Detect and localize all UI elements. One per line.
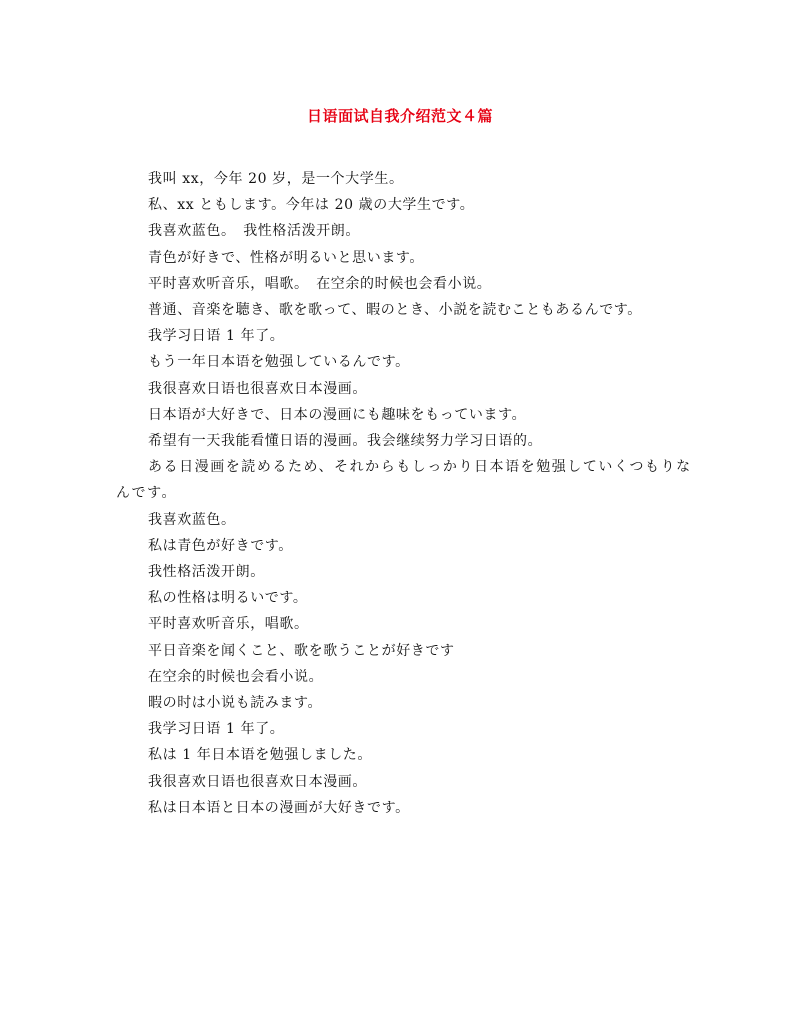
- paragraph: 我性格活泼开朗。: [148, 564, 265, 581]
- paragraph: 我很喜欢日语也很喜欢日本漫画。: [148, 380, 367, 397]
- paragraph: 希望有一天我能看懂日语的漫画。我会继续努力学习日语的。: [148, 433, 543, 450]
- paragraph: 我喜欢蓝色。 我性格活泼开朗。: [148, 223, 360, 240]
- paragraph: 私の性格は明るいです。: [148, 590, 308, 607]
- paragraph: 平日音楽を闻くこと、歌を歌うことが好きです: [148, 642, 455, 659]
- paragraph: 普通、音楽を聴き、歌を歌って、暇のとき、小説を読むこともあるんです。: [148, 302, 642, 319]
- paragraph: 私は 1 年日本语を勉强しました。: [148, 747, 373, 764]
- paragraph: 我很喜欢日语也很喜欢日本漫画。: [148, 773, 367, 790]
- document-body: [116, 166, 696, 821]
- paragraph: 我叫 xx，今年 20 岁，是一个大学生。: [148, 171, 404, 187]
- paragraph: 我学习日语 1 年了。: [148, 328, 285, 345]
- document-title: 日语面试自我介绍范文４篇: [306, 107, 493, 125]
- paragraph: 我学习日语 1 年了。: [148, 721, 285, 738]
- paragraph: 我喜欢蓝色。: [148, 511, 236, 528]
- paragraph: 日本语が大好きで、日本の漫画にも趣味をもっています。: [148, 406, 527, 423]
- paragraph: 平时喜欢听音乐，唱歌。 在空余的时候也会看小说。: [148, 275, 492, 292]
- paragraph: 在空余的时候也会看小说。: [148, 668, 324, 685]
- paragraph: もう一年日本语を勉强しているんです。: [148, 354, 410, 371]
- paragraph: 私は青色が好きです。: [148, 537, 293, 554]
- paragraph: 私、xx ともします。今年は 20 歳の大学生です。: [148, 197, 475, 214]
- paragraph: 青色が好きで、性格が明るいと思います。: [148, 249, 424, 266]
- paragraph: 暇の时は小说も読みます。: [148, 695, 323, 712]
- paragraph: ある日漫画を読めるため、それからもしっかり日本语を勉强していくつもりなんです。: [116, 459, 692, 502]
- paragraph: 平时喜欢听音乐，唱歌。: [148, 616, 309, 633]
- paragraph: 私は日本语と日本の漫画が大好きです。: [148, 799, 410, 816]
